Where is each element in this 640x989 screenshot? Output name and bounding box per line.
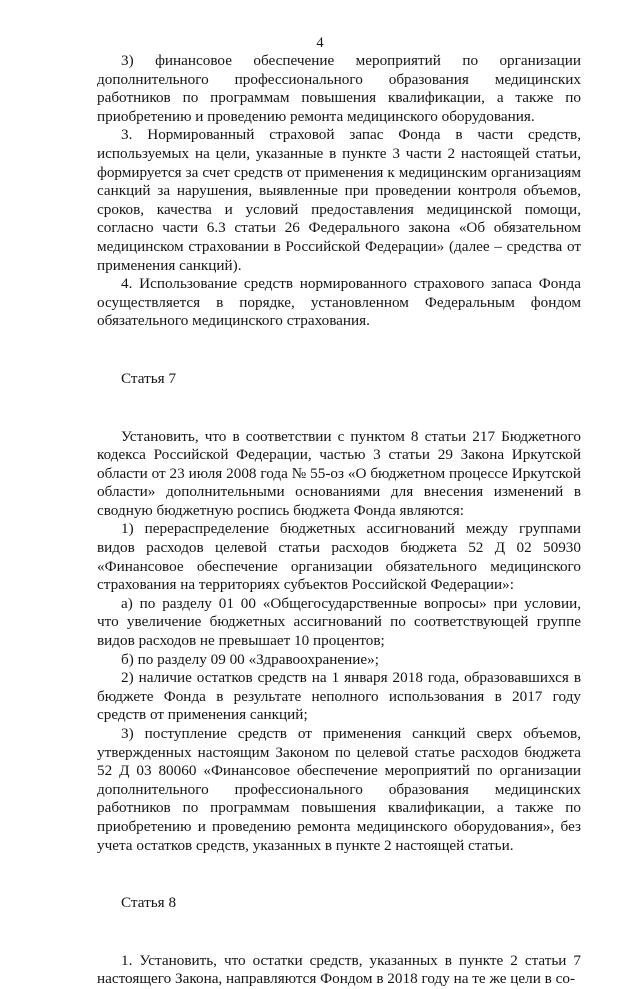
spacer [97, 331, 581, 370]
document-body [97, 52, 581, 989]
article-7-item-1b: б) по разделу 09 00 «Здравоохранение»; [121, 650, 379, 668]
article-8-heading: Статья 8 [121, 894, 177, 912]
spacer [97, 855, 581, 894]
article-8-point-1: 1. Установить, что остатки средств, указанных в пункте 2 статьи 7 настоящего Закона, направляются Фондом в 2018 году на те же цели в со- [97, 951, 581, 988]
spacer [97, 389, 581, 428]
article-7-heading: Статья 7 [121, 369, 177, 387]
paragraph-item-3: 3) финансовое обеспечение мероприятий по организации дополнительного профессионального образования медицинских работников по программам повышения квалификации, а также по приобретению и проведению ремонта медицинского оборудования. [97, 52, 581, 125]
article-7-intro: Установить, что в соответствии с пунктом 8 статьи 217 Бюджетного кодекса Российской Федерации, частью 3 статьи 29 Закона Иркутской области от 23 июля 2008 года № 55-оз «О бюджетном процессе Иркутской области» дополнительными основаниями для внесения изменений в сводную бюджетную роспись бюджета Фонда являются: [97, 427, 581, 519]
page-number: 4 [316, 35, 324, 51]
spacer [97, 913, 581, 952]
paragraph-point-3: 3. Нормированный страховой запас Фонда в части средств, используемых на цели, указанные в пункте 3 части 2 настоящей статьи, формируется за счет средств от применения к медицинским организациям санкций за нарушения, выявленные при проведении контроля объемов, сроков, качества и условий предоставления медицинской помощи, согласно части 6.3 статьи 26 Федерального закона «Об обязательном медицинском страховании в Российской Федерации» (далее – средства от применения санкций). [97, 126, 581, 274]
article-7-item-2: 2) наличие остатков средств на 1 января 2018 года, образовавшихся в бюджете Фонда в результате неполного использования в 2017 году средств от применения санкций; [97, 669, 581, 724]
article-7-item-1: 1) перераспределение бюджетных ассигнований между группами видов расходов целевой статьи расходов бюджета 52 Д 02 50930 «Финансовое обеспечение организации обязательного медицинского страхования на территориях субъектов Российской Федерации»: [97, 520, 581, 594]
paragraph-point-4: 4. Использование средств нормированного страхового запаса Фонда осуществляется в порядке, установленном Федеральным фондом обязательного медицинского страхования. [97, 275, 581, 330]
article-7-item-1a: а) по разделу 01 00 «Общегосударственные вопросы» при условии, что увеличение бюджетных ассигнований по соответствующей группе видов расходов не превышает 10 процентов; [97, 594, 581, 650]
article-7-item-3: 3) поступление средств от применения санкций сверх объемов, утвержденных настоящим Законом по целевой статье расходов бюджета 52 Д 03 80060 «Финансовое обеспечение мероприятий по организации дополнительного профессионального образования медицинских работников по программам повышения квалификации, а также по приобретению и проведению ремонта медицинского оборудования», без учета остатков средств, указанных в пункте 2 настоящей статьи. [97, 725, 581, 854]
